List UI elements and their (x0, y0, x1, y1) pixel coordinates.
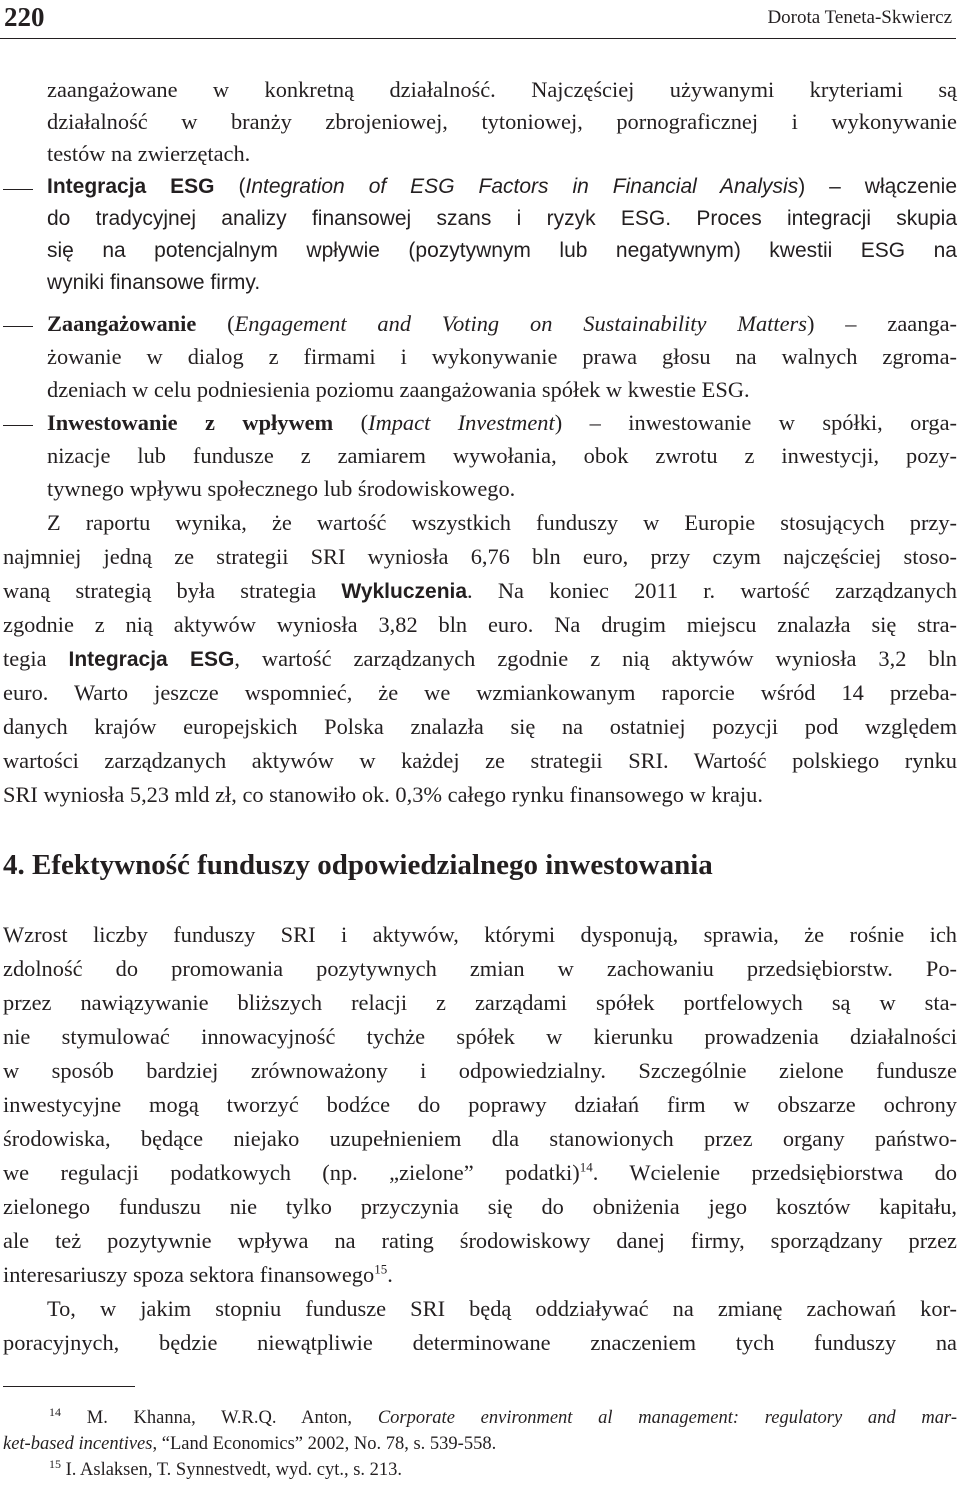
bullet-dash (3, 189, 33, 190)
paren-open: ( (214, 175, 246, 198)
bullet-impact-english: Impact Investment (368, 410, 555, 435)
bullet-esg-line-2a: do tradycyjnej analizy finansowej szans i ryzyk ESG. (47, 207, 672, 230)
bullet-dash (3, 326, 33, 327)
para1-line-5 (3, 644, 957, 674)
bullet-esg-term: Integracja ESG (47, 175, 215, 198)
para2-line-6: inwestycyjne mogą tworzyć bodźce do poprawy działań firm w obszarze ochrony (3, 1092, 957, 1117)
bullet-engagement-line-2: żowanie w dialog z firmami i wykonywanie prawa głosu na walnych zgroma- (47, 344, 957, 369)
bullet-impact-rest: ) – inwestowanie w spółki, orga- (554, 410, 957, 435)
para1-line-5c: , wartość zarządzanych zgodnie z nią aktywów wyniosła 3,2 bln (234, 646, 957, 671)
para2-line-3: przez nawiązywanie bliższych relacji z zarządami spółek portfelowych są w sta- (3, 990, 957, 1015)
bullet-impact-term: Inwestowanie z wpływem (47, 410, 334, 435)
bullet-esg-line-1 (47, 172, 957, 202)
para1-line-5a: tegia (3, 646, 69, 671)
para1-line-7: danych krajów europejskich Polska znalazła się na ostatniej pozycji pod względem (3, 714, 957, 739)
para2-line-4: nie stymulować innowacyjność tychże spółek w kierunku prowadzenia działalności (3, 1024, 957, 1049)
para2-line-11b: . (387, 1262, 393, 1287)
footnote-15 (49, 1458, 957, 1482)
para1-line-6: euro. Warto jeszcze wspomnieć, że we wzmiankowanym raporcie wśród 14 przeba- (3, 680, 957, 705)
intro-line-2: działalność w branży zbrojeniowej, tytoniowej, pornograficznej i wykonywanie (47, 109, 957, 134)
bullet-engagement-line-3: dzeniach w celu podniesienia poziomu zaangażowania spółek w kwestie ESG. (47, 377, 750, 402)
para1-line-4: zgodnie z nią aktywów wyniosła 3,82 bln euro. Na drugim miejscu znalazła się stra- (3, 612, 957, 637)
intro-line-1: zaangażowane w konkretną działalność. Najczęściej używanymi kryteriami są (47, 77, 957, 102)
footnote-14-source: , “Land Economics” 2002, No. 78, s. 539-558. (152, 1434, 497, 1454)
bullet-esg-english: Integration of ESG Factors in Financial Analysis (245, 175, 799, 198)
para2-line-9: zielonego funduszu nie tylko przyczynia się do obniżenia jego kosztów kapitału, (3, 1194, 957, 1219)
para1-line-3 (3, 576, 957, 606)
footnote-14-title-cont: ket-based incentives (3, 1434, 153, 1454)
bullet-engagement-term: Zaangażowanie (47, 311, 197, 336)
bullet-esg-line-2 (47, 204, 957, 234)
bullet-esg-rest: ) – włączenie (798, 175, 958, 198)
bullet-engagement-rest: ) – zaanga- (806, 311, 957, 336)
running-author: Dorota Teneta-Skwiercz (767, 7, 952, 28)
footnote-ref-15[interactable]: 15 (374, 1261, 388, 1277)
para2-line-8a: we regulacji podatkowych (np. „zielone” podatki) (3, 1160, 580, 1185)
para2-line-11 (3, 1260, 957, 1290)
para1-line-8: wartości zarządzanych aktywów w każdej ze strategii SRI. Wartość polskiego rynku (3, 748, 957, 773)
intro-line-3: testów na zwierzętach. (47, 141, 251, 166)
bullet-esg-line-2b: Proces integracji skupia (671, 207, 958, 230)
footnote-14-line-2 (3, 1432, 957, 1456)
para3-line-2: poracyjnych, będzie niewątpliwie determinowane znaczeniem tych funduszy na (3, 1330, 957, 1355)
para1-line-2: najmniej jedną ze strategii SRI wyniosła 6,76 bln euro, przy czym najczęściej stoso- (3, 544, 957, 569)
bullet-esg-line-4: wyniki finansowe firmy. (47, 271, 261, 294)
section-heading: 4. Efektywność funduszy odpowiedzialnego inwestowania (3, 849, 713, 881)
para1-line-3c: . Na koniec 2011 r. wartość zarządzanych (467, 578, 957, 603)
paren-open: ( (333, 410, 369, 435)
footnote-14-authors: M. Khanna, W.R.Q. Anton, (61, 1408, 378, 1428)
footnote-rule (3, 1386, 135, 1387)
para1-line-3a: waną strategią była strategia (3, 578, 342, 603)
running-header (0, 0, 956, 39)
para3-line-1: To, w jakim stopniu fundusze SRI będą oddziaływać na zmianę zachowań kor- (47, 1296, 957, 1321)
footnote-14-number: 14 (49, 1404, 61, 1419)
para2-line-1: Wzrost liczby funduszy SRI i aktywów, którymi dysponują, sprawia, że rośnie ich (3, 922, 957, 947)
bullet-impact-line-3: tywnego wpływu społecznego lub środowiskowego. (47, 476, 516, 501)
para2-line-7: środowiska, będące niejako uzupełnieniem dla stanowionych przez organy państwo- (3, 1126, 957, 1151)
bullet-dash (3, 425, 33, 426)
bullet-engagement-english: Engagement and Voting on Sustainability Matters (234, 311, 807, 336)
para2-line-10: ale też pozytywnie wpływa na rating środowiskowy danej firmy, sporządzany przez (3, 1228, 957, 1253)
footnote-15-text: I. Aslaksen, T. Synnestvedt, wyd. cyt., s. 213. (61, 1460, 403, 1480)
page-number: 220 (4, 2, 45, 32)
para2-line-2: zdolność do promowania pozytywnych zmian w zachowaniu przedsiębiorstw. Po- (3, 956, 957, 981)
bullet-esg-line-3: się na potencjalnym wpływie (pozytywnym lub negatywnym) kwestii ESG na (47, 239, 957, 262)
para2-line-8b: . Wcielenie przedsiębiorstwa do (592, 1160, 958, 1185)
para1-line-9: SRI wyniosła 5,23 mld zł, co stanowiło ok. 0,3% całego rynku finansowego w kraju. (3, 782, 763, 807)
footnote-14-line-1 (49, 1406, 957, 1430)
footnote-ref-14[interactable]: 14 (579, 1159, 593, 1175)
footnote-15-number: 15 (49, 1456, 61, 1471)
para2-line-8 (3, 1158, 957, 1188)
bullet-impact-line-2: nizacje lub fundusze z zamiarem wywołania, obok zwrotu z inwestycji, pozy- (47, 443, 957, 468)
bullet-impact-line-1 (47, 408, 957, 438)
footnote-14-title: Corporate environment al management: regulatory and mar- (377, 1408, 957, 1428)
strategy-exclusion: Wykluczenia (341, 580, 468, 603)
para2-line-5: w sposób bardziej zrównoważony i odpowiedzialny. Szczególnie zielone fundusze (3, 1058, 957, 1083)
bullet-engagement-line-1 (47, 309, 957, 339)
paren-open: ( (196, 311, 235, 336)
para2-line-11a: interesariuszy spoza sektora finansowego (3, 1262, 375, 1287)
para1-line-1: Z raportu wynika, że wartość wszystkich funduszy w Europie stosujących przy- (47, 510, 957, 535)
strategy-esg-integration: Integracja ESG (68, 648, 235, 671)
